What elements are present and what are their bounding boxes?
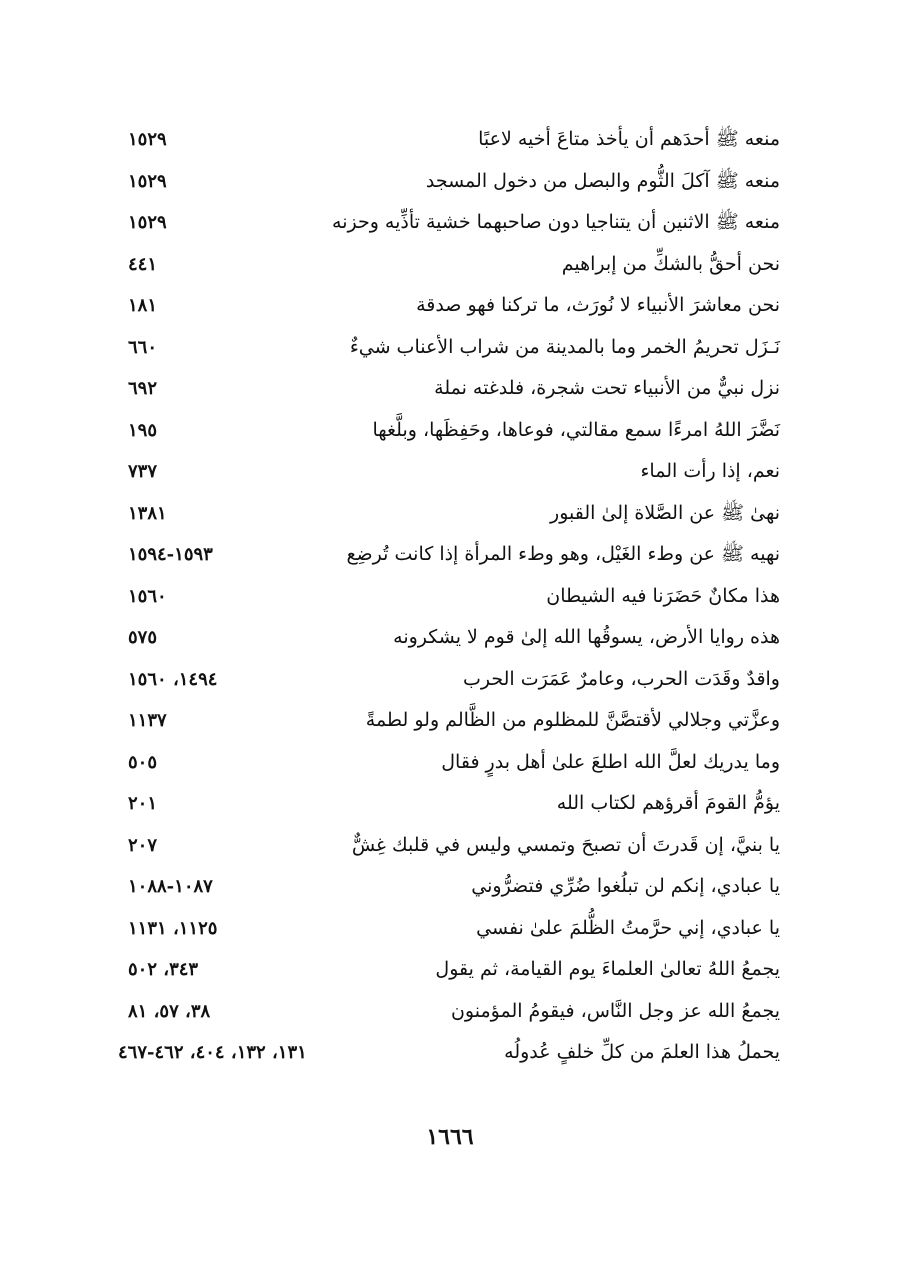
- index-entry: [100, 202, 780, 244]
- entry-text: يؤمُّ القومَ أقرؤهم لكتاب الله: [556, 792, 780, 814]
- entry-page-refs: ١٩٥: [128, 419, 158, 441]
- index-entry: [100, 949, 780, 991]
- entry-text: وما يدريك لعلَّ الله اطلعَ علىٰ أهل بدرٍ فقال: [441, 750, 780, 773]
- index-entry: [100, 991, 780, 1033]
- entry-text: نحن أحقُّ بالشكِّ من إبراهيم: [561, 252, 780, 275]
- entry-page-refs: ١٣١، ١٣٢، ٤٠٤، ٤٦٢-٤٦٧: [118, 1042, 307, 1063]
- index-entry: [100, 161, 780, 203]
- index-entry: [100, 742, 780, 784]
- index-entry: [100, 410, 780, 452]
- entry-text: نهىٰ ﷺ عن الصَّلاة إلىٰ القبور: [550, 501, 780, 524]
- entry-text: يحملُ هذا العلمَ من كلِّ خلفٍ عُدولُه: [504, 1041, 780, 1063]
- index-entry: [100, 783, 780, 825]
- entry-page-refs: ٢٠٧: [128, 834, 158, 856]
- entry-text: واقدٌ وقَدَت الحرب، وعامرٌ عَمَرَت الحرب: [462, 667, 780, 690]
- entry-text: منعه ﷺ آكلَ الثُّوم والبصل من دخول المسجد: [425, 169, 780, 192]
- entry-text: نعم، إذا رأت الماء: [640, 460, 780, 482]
- entry-text: هذا مكانٌ حَضَرَنا فيه الشيطان: [546, 584, 780, 607]
- entry-page-refs: ٦٦٠: [128, 336, 158, 358]
- index-entry: [100, 659, 780, 701]
- entry-page-refs: ٦٩٢: [128, 378, 158, 399]
- page-number: ١٦٦٦: [426, 1124, 474, 1150]
- entry-text: منعه ﷺ الاثنين أن يتناجيا دون صاحبهما خشية تأذِّيه وحزنه: [332, 211, 780, 233]
- index-entry: [100, 700, 780, 742]
- index-entry: [100, 285, 780, 327]
- entry-page-refs: ٢٠١: [128, 793, 158, 814]
- entry-page-refs: ١٥٢٩: [128, 170, 167, 192]
- entry-text: نهيه ﷺ عن وطء الغَيْل، وهو وطء المرأة إذا كانت تُرضِع: [346, 543, 780, 565]
- index-entry: [100, 1032, 780, 1074]
- entry-text: نَـزَل تحريمُ الخمر وما بالمدينة من شراب الأعناب شيءٌ: [349, 335, 780, 358]
- entry-page-refs: ١٥٦٠: [128, 585, 167, 607]
- entry-page-refs: ٤٤١: [128, 253, 158, 275]
- entry-text: يجمعُ اللهُ تعالىٰ العلماءَ يوم القيامة، ثم يقول: [435, 958, 780, 980]
- entry-text: نَضَّرَ اللهُ امرءًا سمع مقالتي، فوعاها، وحَفِظَها، وبلَّغها: [372, 418, 780, 441]
- index-entry: [100, 866, 780, 908]
- index-entry: [100, 534, 780, 576]
- entry-page-refs: ٧٣٧: [128, 461, 158, 482]
- index-entry: [100, 244, 780, 286]
- index-entry: [100, 576, 780, 618]
- entry-text: نزل نبيٌّ من الأنبياء تحت شجرة، فلدغته نملة: [434, 377, 780, 399]
- entry-text: هذه روايا الأرض، يسوقُها الله إلىٰ قوم لا يشكرونه: [393, 626, 780, 648]
- index-entry: [100, 617, 780, 659]
- entry-text: يا بنيَّ، إن قَدرتَ أن تصبحَ وتمسي وليس في قلبك غِشٌّ: [351, 833, 780, 856]
- entry-page-refs: ١٠٨٧-١٠٨٨: [128, 876, 213, 897]
- hadith-index-list: [100, 119, 780, 1074]
- entry-text: وعزَّتي وجلالي لأقتصَّنَّ للمظلوم من الظَّالم ولو لطمةً: [365, 709, 780, 731]
- index-entry: [100, 327, 780, 369]
- index-entry: [100, 908, 780, 950]
- entry-page-refs: ١٣٨١: [128, 502, 167, 524]
- entry-text: نحن معاشرَ الأنبياء لا نُورَث، ما تركنا فهو صدقة: [416, 294, 780, 316]
- index-entry: [100, 119, 780, 161]
- entry-page-refs: ١٨١: [128, 295, 158, 316]
- entry-page-refs: ٣٤٣، ٥٠٢: [128, 959, 199, 980]
- entry-text: يجمعُ الله عز وجل النَّاس، فيقومُ المؤمنون: [450, 999, 780, 1022]
- entry-page-refs: ٣٨، ٥٧، ٨١: [128, 1000, 211, 1022]
- entry-page-refs: ٥٠٥: [128, 751, 158, 773]
- index-entry: [100, 493, 780, 535]
- entry-page-refs: ٥٧٥: [128, 627, 158, 648]
- entry-page-refs: ١١٣٧: [128, 710, 167, 731]
- entry-page-refs: ١٤٩٤، ١٥٦٠: [128, 668, 218, 690]
- entry-page-refs: ١١٢٥، ١١٣١: [128, 917, 218, 939]
- entry-text: يا عبادي، إني حرَّمتُ الظُّلمَ علىٰ نفسي: [476, 916, 780, 939]
- entry-page-refs: ١٥٩٣-١٥٩٤: [128, 544, 213, 565]
- entry-page-refs: ١٥٢٩: [128, 129, 167, 150]
- entry-text: منعه ﷺ أحدَهم أن يأخذ متاعَ أخيه لاعبًا: [478, 128, 780, 150]
- index-entry: [100, 825, 780, 867]
- entry-text: يا عبادي، إنكم لن تبلُغوا ضُرِّي فتضرُّوني: [471, 875, 780, 897]
- entry-page-refs: ١٥٢٩: [128, 212, 167, 233]
- index-entry: [100, 368, 780, 410]
- index-entry: [100, 451, 780, 493]
